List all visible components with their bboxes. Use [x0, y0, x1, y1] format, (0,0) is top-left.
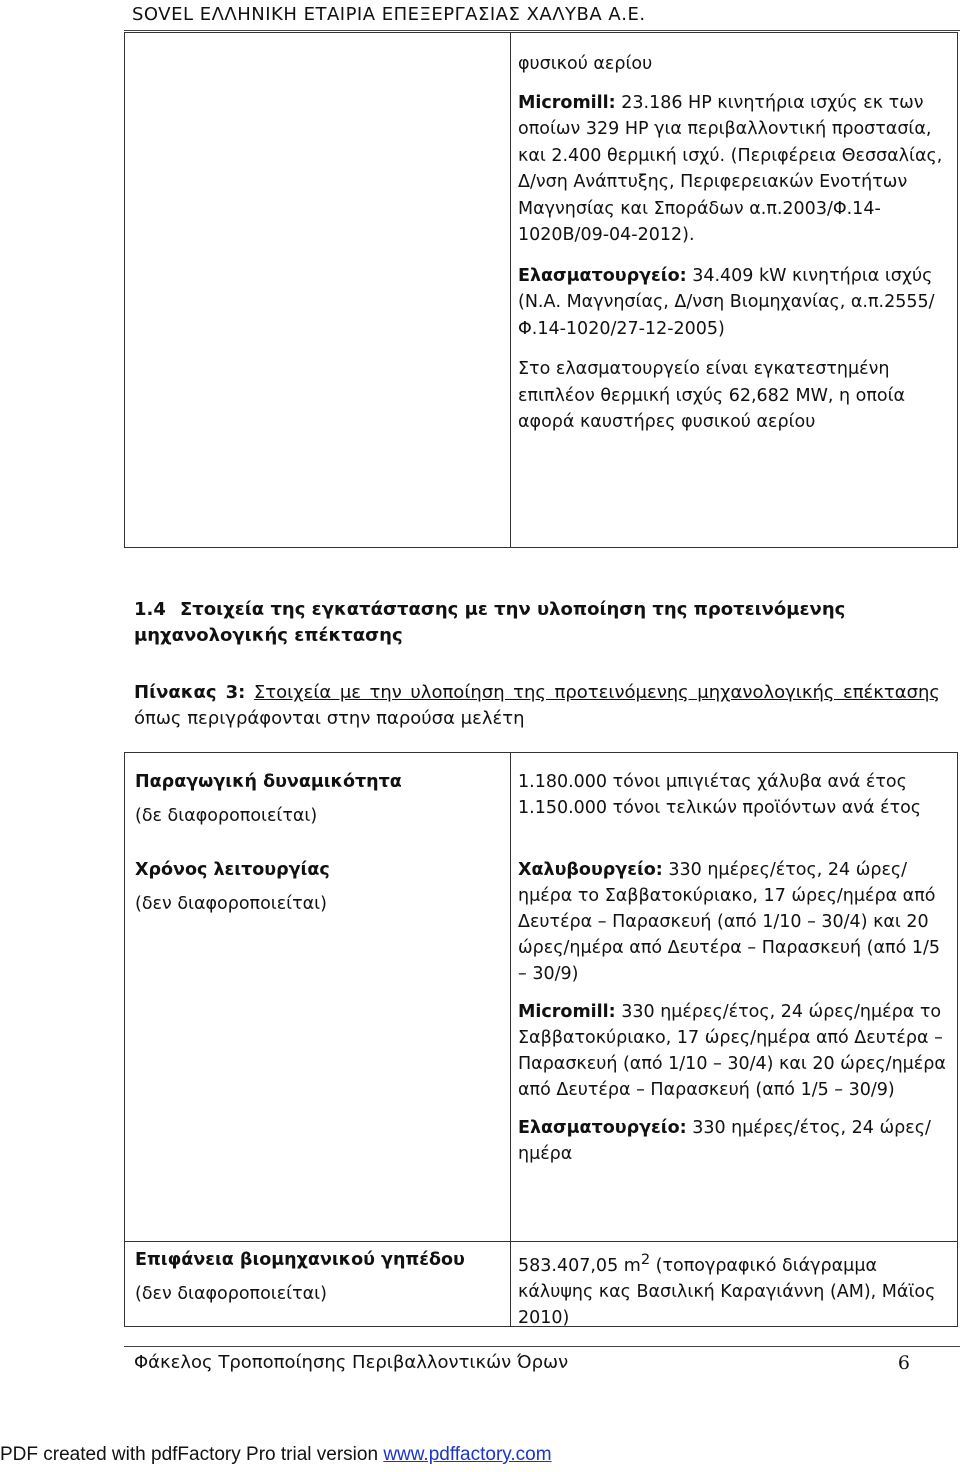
text-thermal-power: Στο ελασματουργείο είναι εγκατεστημένη επιπλέον θερμική ισχύς 62,682 MW, η οποία αφορά καυστήρες φυσικού αερίου: [518, 359, 906, 432]
text-gas: φυσικού αερίου: [518, 54, 653, 74]
footer-rule: [124, 1346, 960, 1347]
row-area-label: Επιφάνεια βιομηχανικού γηπέδου (δεν διαφοροποιείται): [135, 1250, 465, 1304]
table-1-continuation: [124, 32, 958, 548]
pdf-watermark: PDF created with pdfFactory Pro trial version www.pdffactory.com: [0, 1444, 552, 1465]
row-capacity-value: 1.180.000 τόνοι μπιγιέτας χάλυβα ανά έτος 1.150.000 τόνοι τελικών προϊόντων ανά έτος: [518, 772, 922, 818]
section-heading: 1.4 Στοιχεία της εγκατάστασης με την υλοποίηση της προτεινόμενης μηχανολογικής επέκτασης: [134, 599, 846, 646]
text-rolling-mill: Ελασματουργείο: 34.409 kW κινητήρια ισχύς (Ν.Α. Μαγνησίας, Δ/νση Βιομηχανίας, α.π.2555/Φ.14-1020/27-12-2005): [518, 265, 935, 339]
page-footer: Φάκελος Τροποποίησης Περιβαλλοντικών Όρων 6: [134, 1352, 910, 1374]
header-rule: [124, 30, 960, 31]
page-number: 6: [897, 1352, 910, 1374]
row-operation-value: Χαλυβουργείο: 330 ημέρες/έτος, 24 ώρες/ημέρα το Σαββατοκύριακο, 17 ώρες/ημέρα από Δευτέρα – Παρασκευή (από 1/10 – 30/4) και 20 ώρες/ημέρα από Δευτέρα – Παρασκευή (από 1/5 – 30/9) Micromill: 330 ημέρες/έτος, 24 ώρες/ημέρα το Σαββατοκύριακο, 17 ώρες/ημέρα από Δευτέρα – Παρασκευή (από 1/10 – 30/4) και 20 ώρες/ημέρα από Δευτέρα – Παρασκευή (από 1/5 – 30/9) Ελασματουργείο: 330 ημέρες/έτος, 24 ώρες/ημέρα: [518, 860, 946, 1164]
row-divider: [125, 1241, 957, 1242]
table-caption: Πίνακας 3: Στοιχεία με την υλοποίηση της προτεινόμενης μηχανολογικής επέκτασης όπως περιγράφονται στην παρούσα μελέτη: [134, 682, 940, 729]
table-1-cell: [518, 51, 948, 450]
row-capacity-label: Παραγωγική δυναμικότητα (δε διαφοροποιείται): [135, 772, 402, 826]
pdffactory-link[interactable]: www.pdffactory.com: [383, 1444, 552, 1465]
row-area-value: 583.407,05 $m^2$ (τοπογραφικό διάγραμμα κάλυψης κας Βασιλική Καραγιάννη (ΑΜ), Μάϊος 2010): [518, 1251, 936, 1328]
row-operation-label: Χρόνος λειτουργίας (δεν διαφοροποιείται): [135, 860, 330, 914]
table-3: [124, 752, 958, 1327]
column-divider: [510, 33, 511, 547]
page-header: SOVEL ΕΛΛΗΝΙΚΗ ΕΤΑΙΡΙΑ ΕΠΕΞΕΡΓΑΣΙΑΣ ΧΑΛΥΒΑ Α.Ε.: [132, 4, 646, 25]
text-micromill: Micromill: 23.186 HP κινητήρια ισχύς εκ των οποίων 329 HP για περιβαλλοντική προστασία, και 2.400 θερμική ισχύ. (Περιφέρεια Θεσσαλίας, Δ/νση Ανάπτυξης, Περιφερειακών Ενοτήτων Μαγνησίας και Σποράδων α.π.2003/Φ.14-1020Β/09-04-2012).: [518, 92, 943, 245]
